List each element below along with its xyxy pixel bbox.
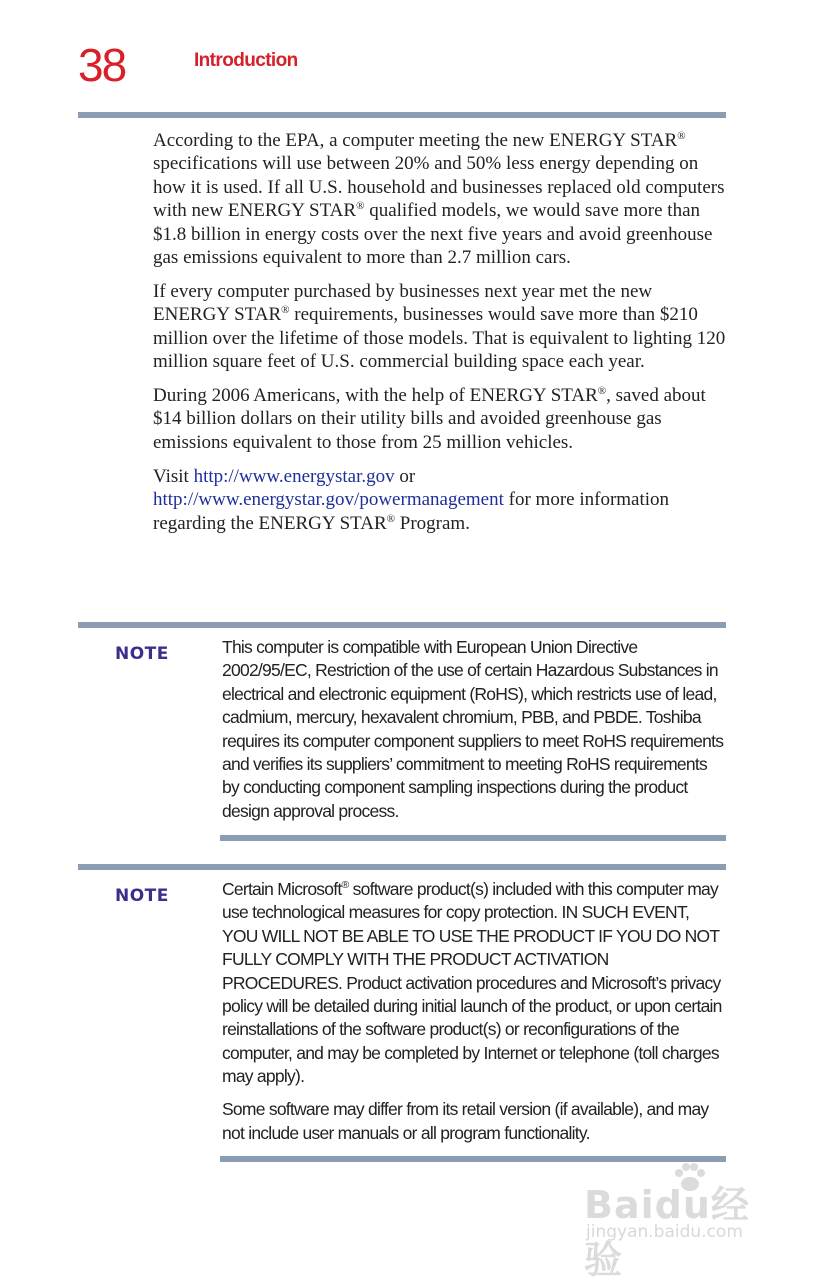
note1-label: NOTE (115, 644, 169, 664)
note2-top-rule (78, 864, 726, 870)
body-text (153, 129, 731, 546)
registered-mark: ® (356, 200, 365, 213)
registered-mark: ® (386, 512, 396, 525)
baidu-watermark (584, 1160, 774, 1282)
note1-bottom-rule (220, 835, 726, 841)
paragraph-businesses: If every computer purchased by businesses next year met the new ENERGY STAR® requirements, businesses would save more than $210 million over the lifetime of those models. That is equivalent to lighting 120 million square feet of U.S. commercial building space each year. (153, 280, 726, 373)
registered-mark: ® (341, 879, 349, 891)
note1-paragraph: This computer is compatible with European Union Directive 2002/95/EC, Restriction of the use of certain Hazardous Substances in electrical and electronic equipment (RoHS), which restricts use of lead, cadmium, mercury, hexavalent chromium, PBB, and PBDE. Toshiba requires its computer component suppliers to meet RoHS requirements and verifies its suppliers’ commitment to meeting RoHS requirements by conducting component sampling inspections during the product design approval process. (222, 637, 724, 821)
note2-label: NOTE (115, 886, 169, 906)
note2-paragraph-1: Certain Microsoft® software product(s) included with this computer may use technological measures for copy protection. IN SUCH EVENT, YOU WILL NOT BE ABLE TO USE THE PRODUCT IF YOU DO NOT FULLY COMPLY WITH THE PRODUCT ACTIVATION PROCEDURES. Product activation procedures and Microsoft’s privacy policy will be detailed during initial launch of the product, or upon certain reinstallations of the software product(s) or reconfigurations of the computer, and may be completed by Internet or telephone (toll charges may apply). (222, 879, 722, 1087)
header-rule (78, 112, 726, 118)
watermark-url: jingyan.baidu.com (586, 1222, 743, 1242)
watermark-brand: Baidu经验 (584, 1183, 750, 1282)
paragraph-2006: During 2006 Americans, with the help of ENERGY STAR®, saved about $14 billion dollars on their utility bills and avoided greenhouse gas emissions equivalent to those from 25 million vehicles. (153, 385, 706, 453)
registered-mark: ® (281, 304, 290, 317)
note2-text (222, 878, 728, 1154)
paragraph-visit: Visit http://www.energystar.gov or http://www.energystar.gov/powermanagement for more information regarding the ENERGY STAR® Program. (153, 465, 670, 534)
note1-top-rule (78, 622, 726, 628)
registered-mark: ® (597, 385, 607, 398)
note1-text (222, 636, 728, 833)
page-number: 38 (78, 39, 126, 91)
link-powermanagement[interactable]: http://www.energystar.gov/powermanagement (153, 489, 504, 511)
note2-paragraph-2: Some software may differ from its retail version (if available), and may not include user manuals or all program functionality. (222, 1099, 709, 1143)
registered-mark: ® (677, 130, 686, 142)
link-energystar[interactable]: http://www.energystar.gov (193, 465, 395, 487)
paragraph-epa: According to the EPA, a computer meeting the new ENERGY STAR® specifications will use between 20% and 50% less energy depending on how it is used. If all U.S. household and businesses replaced old computers with new ENERGY STAR® qualified models, we would save more than $1.8 billion in energy costs over the next five years and avoid greenhouse gas emissions equivalent to more than 2.7 million cars. (153, 130, 725, 269)
section-title: Introduction (194, 50, 298, 71)
